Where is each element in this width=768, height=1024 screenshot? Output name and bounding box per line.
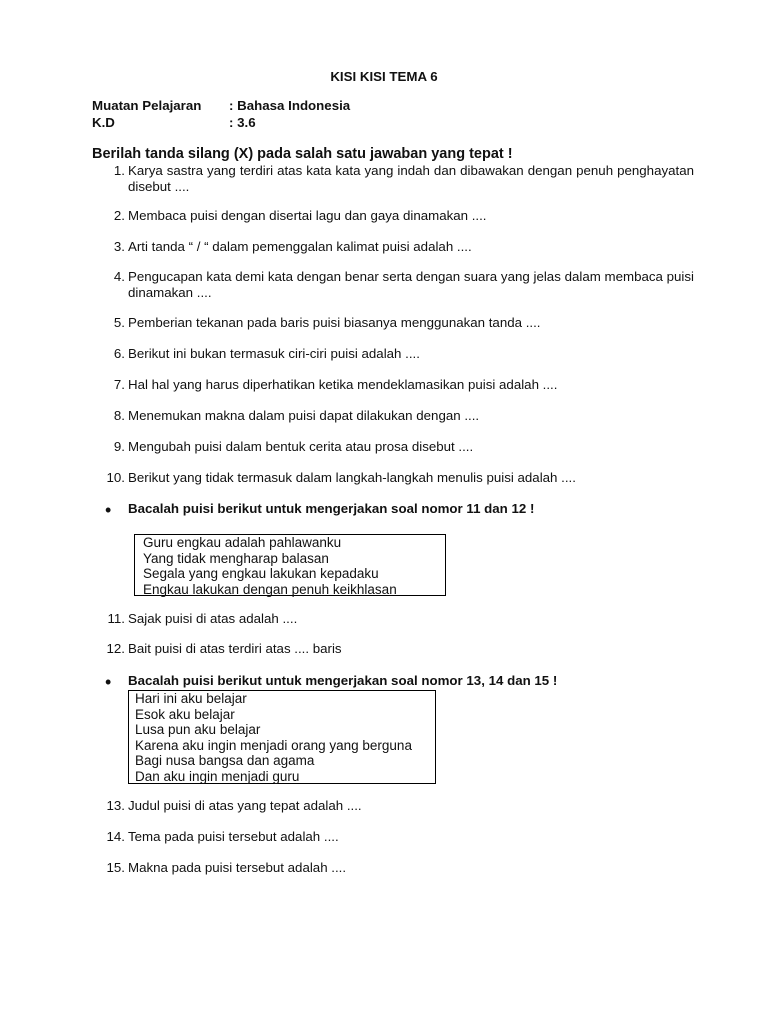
- question-number: 6.: [113, 346, 125, 361]
- poem-line: Dan aku ingin menjadi guru: [135, 768, 300, 784]
- meta-label-kd: K.D: [92, 115, 115, 130]
- meta-value-kd: : 3.6: [229, 115, 256, 130]
- question-number: 11.: [107, 611, 125, 626]
- question-number: 5.: [113, 315, 125, 330]
- question-8: [0, 408, 700, 424]
- instruction: Berilah tanda silang (X) pada salah satu jawaban yang tepat !: [92, 146, 513, 162]
- question-text: Berikut ini bukan termasuk ciri-ciri puisi adalah ....: [128, 346, 420, 361]
- question-text: Hal hal yang harus diperhatikan ketika mendeklamasikan puisi adalah ....: [128, 377, 558, 392]
- question-number: 14.: [106, 829, 125, 844]
- question-number: 1.: [113, 163, 125, 178]
- section-heading-1: Bacalah puisi berikut untuk mengerjakan soal nomor 11 dan 12 !: [128, 501, 535, 516]
- question-number: 7.: [113, 377, 125, 392]
- question-number: 12.: [106, 641, 125, 656]
- question-14: [0, 829, 700, 845]
- question-1: [0, 163, 700, 194]
- meta-label-subject: Muatan Pelajaran: [92, 98, 202, 113]
- bullet-1: •: [105, 500, 112, 520]
- question-15: [0, 860, 700, 876]
- poem-line: Hari ini aku belajar: [135, 691, 247, 706]
- question-2: [0, 208, 700, 224]
- question-text: Karya sastra yang terdiri atas kata kata yang indah dan dibawakan dengan penuh penghayatan disebut ....: [128, 163, 694, 194]
- meta-value-subject: : Bahasa Indonesia: [229, 98, 351, 113]
- question-text: Arti tanda “ / “ dalam pemenggalan kalimat puisi adalah ....: [128, 239, 472, 254]
- question-text: Mengubah puisi dalam bentuk cerita atau prosa disebut ....: [128, 439, 474, 454]
- poem-line: Segala yang engkau lakukan kepadaku: [143, 566, 379, 581]
- question-number: 9.: [113, 439, 125, 454]
- question-10: [0, 470, 700, 486]
- question-text: Pengucapan kata demi kata dengan benar serta dengan suara yang jelas dalam membaca puisi dinamakan ....: [128, 269, 694, 300]
- question-12: [0, 641, 700, 657]
- poem-line: Karena aku ingin menjadi orang yang berguna: [135, 737, 412, 753]
- question-text: Membaca puisi dengan disertai lagu dan gaya dinamakan ....: [128, 208, 487, 223]
- question-number: 8.: [113, 408, 125, 423]
- question-number: 2.: [113, 208, 125, 223]
- poem-line: Esok aku belajar: [135, 706, 235, 722]
- question-text: Menemukan makna dalam puisi dapat dilakukan dengan ....: [128, 408, 480, 423]
- question-5: [0, 315, 700, 331]
- question-number: 3.: [113, 239, 125, 254]
- document-title: KISI KISI TEMA 6: [330, 69, 438, 84]
- poem-line: Yang tidak mengharap balasan: [143, 550, 329, 566]
- question-text: Sajak puisi di atas adalah ....: [128, 611, 298, 626]
- poem-line: Guru engkau adalah pahlawanku: [143, 535, 342, 550]
- question-4: [0, 269, 700, 300]
- question-3: [0, 239, 700, 255]
- question-number: 10.: [106, 470, 125, 485]
- question-text: Berikut yang tidak termasuk dalam langkah-langkah menulis puisi adalah ....: [128, 470, 576, 485]
- poem-box-1: [134, 534, 446, 596]
- question-text: Judul puisi di atas yang tepat adalah ....: [128, 798, 362, 813]
- question-number: 15.: [106, 860, 125, 875]
- question-11: [0, 611, 700, 627]
- question-text: Pemberian tekanan pada baris puisi biasanya menggunakan tanda ....: [128, 315, 541, 330]
- poem-line: Bagi nusa bangsa dan agama: [135, 753, 315, 768]
- question-text: Tema pada puisi tersebut adalah ....: [128, 829, 339, 844]
- question-text: Bait puisi di atas terdiri atas .... baris: [128, 641, 342, 656]
- question-9: [0, 439, 700, 455]
- poem-box-2: [128, 690, 436, 784]
- poem-line: Engkau lakukan dengan penuh keikhlasan: [143, 581, 397, 597]
- question-7: [0, 377, 700, 393]
- question-13: [0, 798, 700, 814]
- section-heading-2: Bacalah puisi berikut untuk mengerjakan soal nomor 13, 14 dan 15 !: [128, 673, 558, 688]
- question-number: 4.: [113, 269, 125, 284]
- question-number: 13.: [106, 798, 125, 813]
- bullet-2: •: [105, 672, 112, 692]
- question-text: Makna pada puisi tersebut adalah ....: [128, 860, 347, 875]
- poem-line: Lusa pun aku belajar: [135, 722, 261, 737]
- question-6: [0, 346, 700, 362]
